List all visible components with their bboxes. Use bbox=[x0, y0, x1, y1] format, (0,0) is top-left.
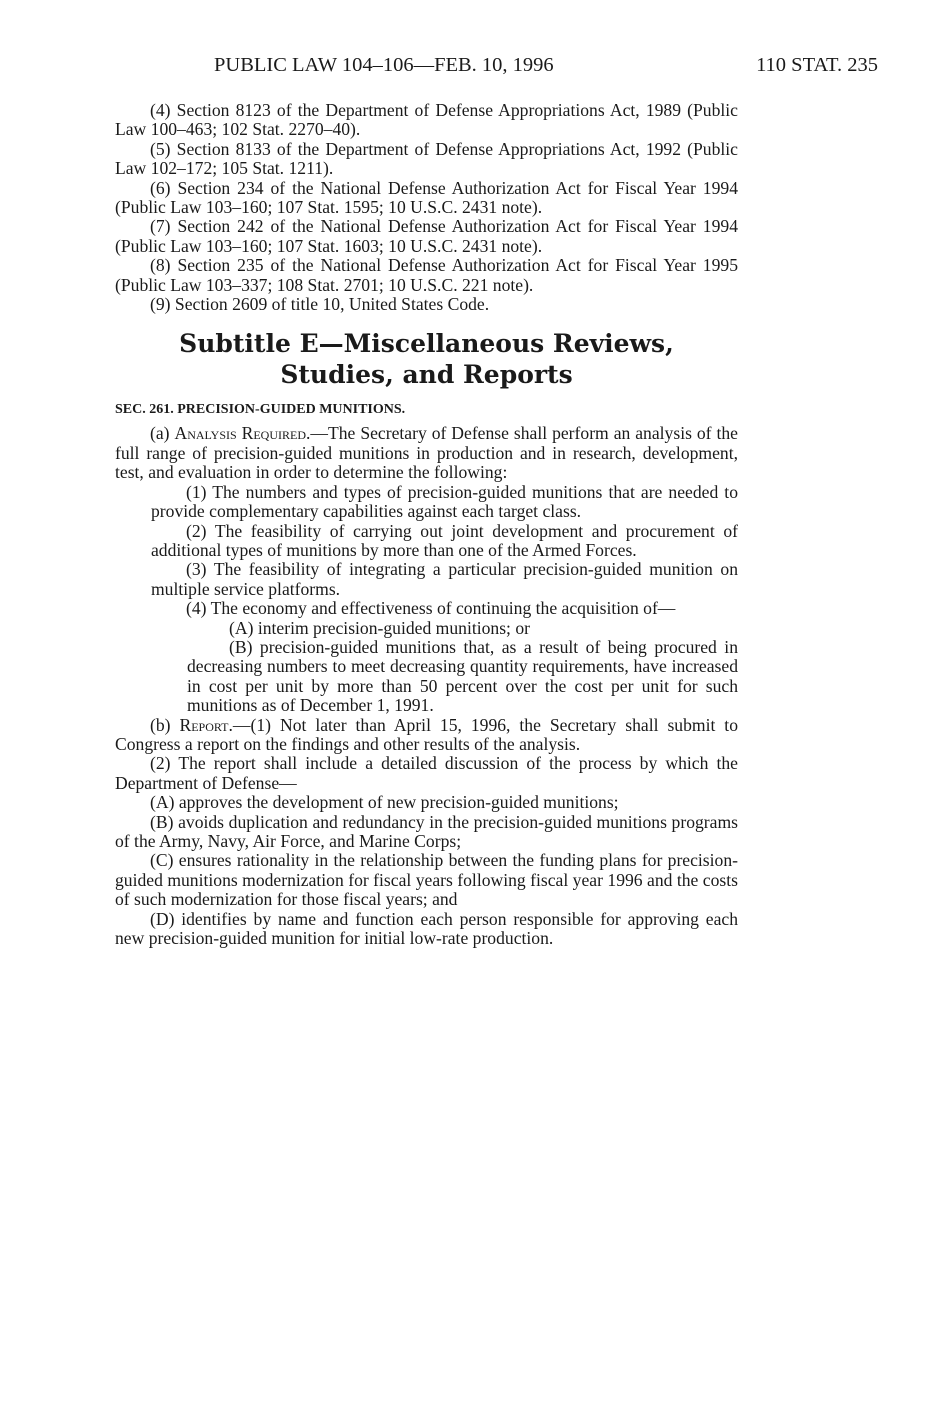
subparagraph-item: (A) interim precision-guided munitions; or bbox=[229, 617, 530, 638]
list-item: (9) Section 2609 of title 10, United States Code. bbox=[150, 294, 490, 315]
section-heading: SEC. 261. PRECISION-GUIDED MUNITIONS. bbox=[115, 402, 406, 418]
subtitle-heading bbox=[115, 328, 738, 390]
paragraph-item: (4) The economy and effectiveness of continuing the acquisition of— bbox=[186, 598, 676, 619]
subsection-b-caption: Report bbox=[179, 714, 229, 735]
subparagraph-item: (B) precision-guided munitions that, as a result of being procured in decreasing numbers to meet decreasing quantity requirements, have increased in cost per unit by more than 50 percent over the cost per unit for such munitions as of December 1, 1991. bbox=[187, 636, 738, 716]
subparagraph-item: (C) ensures rationality in the relationship between the funding plans for precision-guided munitions modernization for fiscal years following fiscal year 1996 and the costs of such modernization for those fiscal years; and bbox=[115, 850, 738, 910]
subsection-a-enum: (a) bbox=[150, 423, 175, 444]
subsection-a-caption: Analysis Required bbox=[174, 423, 307, 444]
list-item: (8) Section 235 of the National Defense Authorization Act for Fiscal Year 1995 (Public Law 103–337; 108 Stat. 2701; 10 U.S.C. 221 note). bbox=[115, 255, 738, 295]
subsection-b-text: .—(1) Not later than April 15, 1996, the Secretary shall submit to Congress a report on the findings and other results of the analysis. bbox=[115, 714, 738, 754]
list-item: (6) Section 234 of the National Defense Authorization Act for Fiscal Year 1994 (Public Law 103–160; 107 Stat. 1595; 10 U.S.C. 2431 note). bbox=[115, 177, 738, 218]
statute-page-number: 110 STAT. 235 bbox=[756, 54, 878, 76]
subparagraph-item: (B) avoids duplication and redundancy in the precision-guided munitions programs of the Army, Navy, Air Force, and Marine Corps; bbox=[115, 811, 738, 851]
subparagraph-item: (D) identifies by name and function each person responsible for approving each new precision-guided munition for initial low-rate production. bbox=[115, 908, 738, 949]
list-item: (4) Section 8123 of the Department of Defense Appropriations Act, 1989 (Public Law 100–463; 102 Stat. 2270–40). bbox=[115, 100, 738, 140]
paragraph-item: (1) The numbers and types of precision-guided munitions that are needed to provide complementary capabilities against each target class. bbox=[151, 481, 738, 522]
list-item: (5) Section 8133 of the Department of Defense Appropriations Act, 1992 (Public Law 102–172; 105 Stat. 1211). bbox=[115, 138, 738, 179]
running-header bbox=[0, 50, 943, 80]
paragraph-item: (3) The feasibility of integrating a particular precision-guided munition on multiple service platforms. bbox=[151, 559, 738, 599]
paragraph-item: (2) The feasibility of carrying out joint development and procurement of additional types of munitions by more than one of the Armed Forces. bbox=[151, 520, 738, 560]
list-item: (7) Section 242 of the National Defense Authorization Act for Fiscal Year 1994 (Public Law 103–160; 107 Stat. 1603; 10 U.S.C. 2431 note). bbox=[115, 216, 738, 256]
subsection-a bbox=[115, 424, 738, 482]
subparagraph-item: (A) approves the development of new precision-guided munitions; bbox=[150, 792, 619, 813]
subtitle-line-2: Studies, and Reports bbox=[280, 360, 573, 390]
subsection-b bbox=[115, 716, 738, 755]
document-body bbox=[115, 101, 738, 948]
subsection-b-enum: (b) bbox=[150, 714, 180, 735]
paragraph-b2-intro: (2) The report shall include a detailed discussion of the process by which the Department of Defense— bbox=[115, 753, 738, 793]
public-law-citation: PUBLIC LAW 104–106—FEB. 10, 1996 bbox=[214, 54, 554, 76]
subsection-a-text: .—The Secretary of Defense shall perform an analysis of the full range of precision-guided munitions in production and in research, development, test, and evaluation in order to determine the following: bbox=[115, 423, 738, 483]
subtitle-line-1: Subtitle E—Miscellaneous Reviews, bbox=[179, 329, 674, 359]
